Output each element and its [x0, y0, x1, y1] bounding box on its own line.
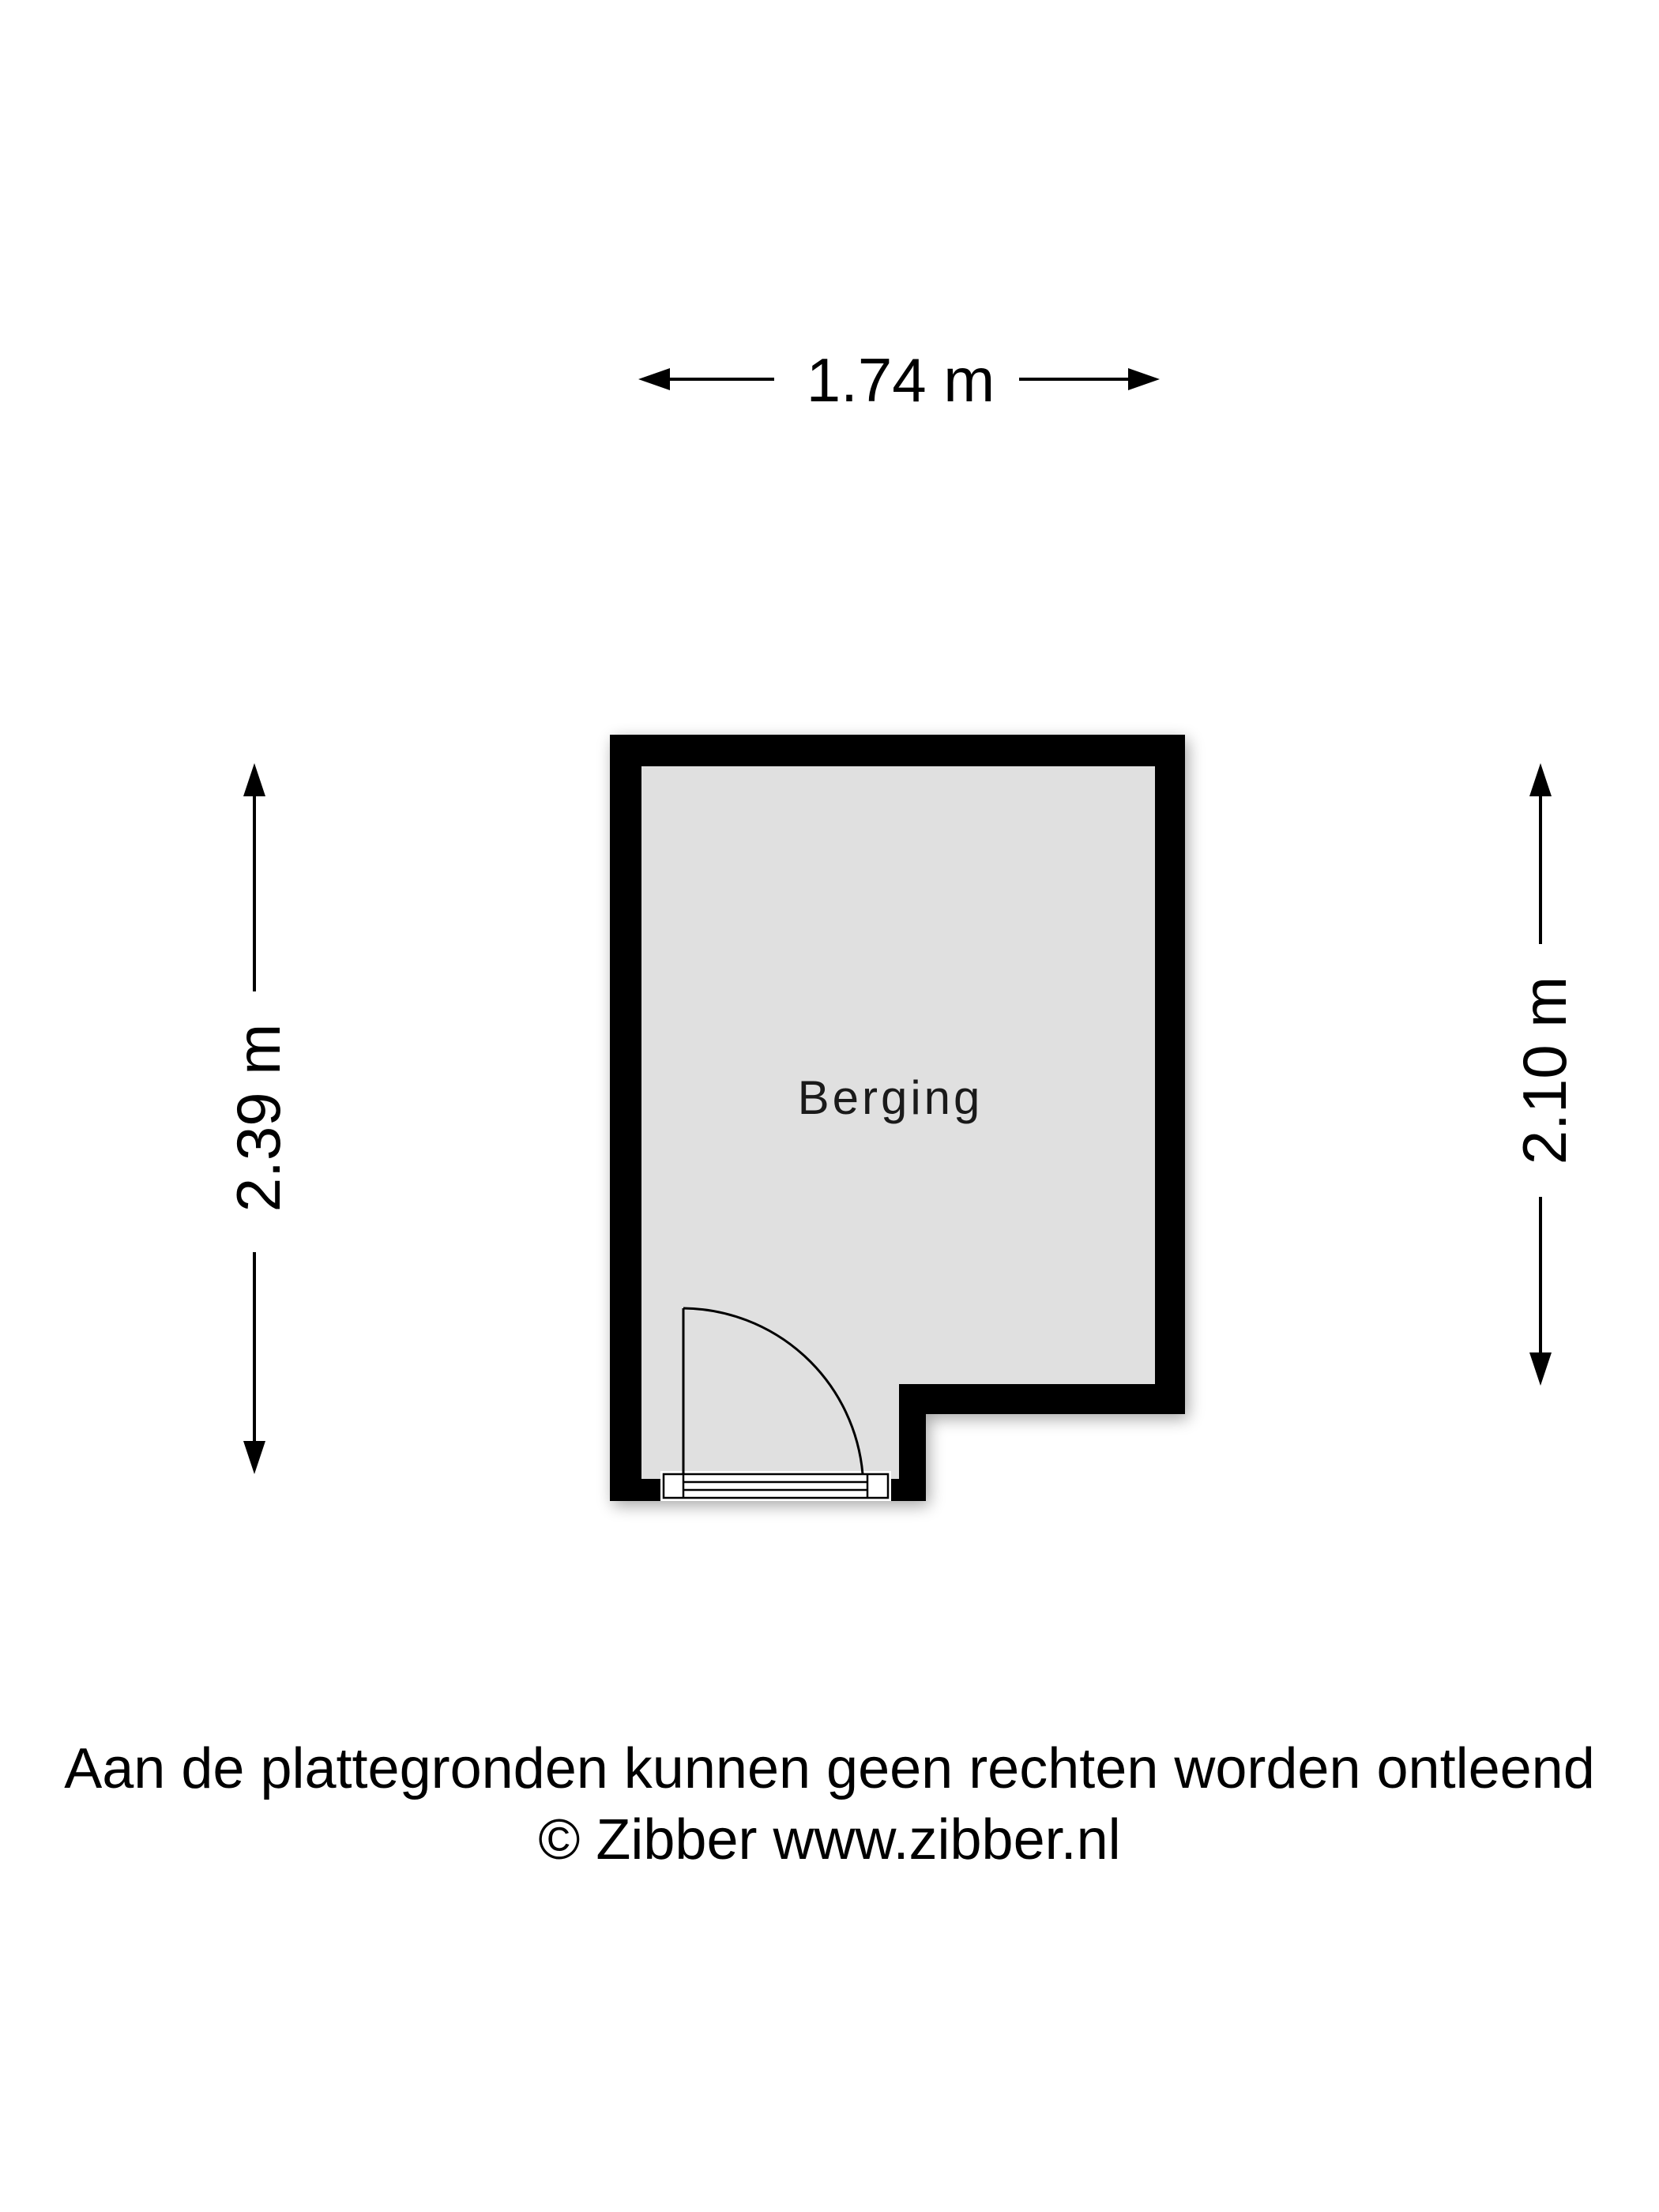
dimension-top [638, 345, 1160, 415]
copyright-text: © Zibber www.zibber.nl [538, 1808, 1121, 1872]
room-berging [610, 735, 1185, 1501]
dimension-left-label: 2.39 m [224, 1023, 293, 1213]
dimension-left [224, 763, 293, 1474]
dimension-right-label: 2.10 m [1510, 976, 1579, 1165]
door-opening [660, 1471, 891, 1501]
dimension-right [1510, 763, 1579, 1386]
room-label: Berging [797, 1071, 984, 1124]
dimension-top-label: 1.74 m [806, 345, 995, 415]
disclaimer-text: Aan de plattegronden kunnen geen rechten worden ontleend [64, 1737, 1595, 1800]
